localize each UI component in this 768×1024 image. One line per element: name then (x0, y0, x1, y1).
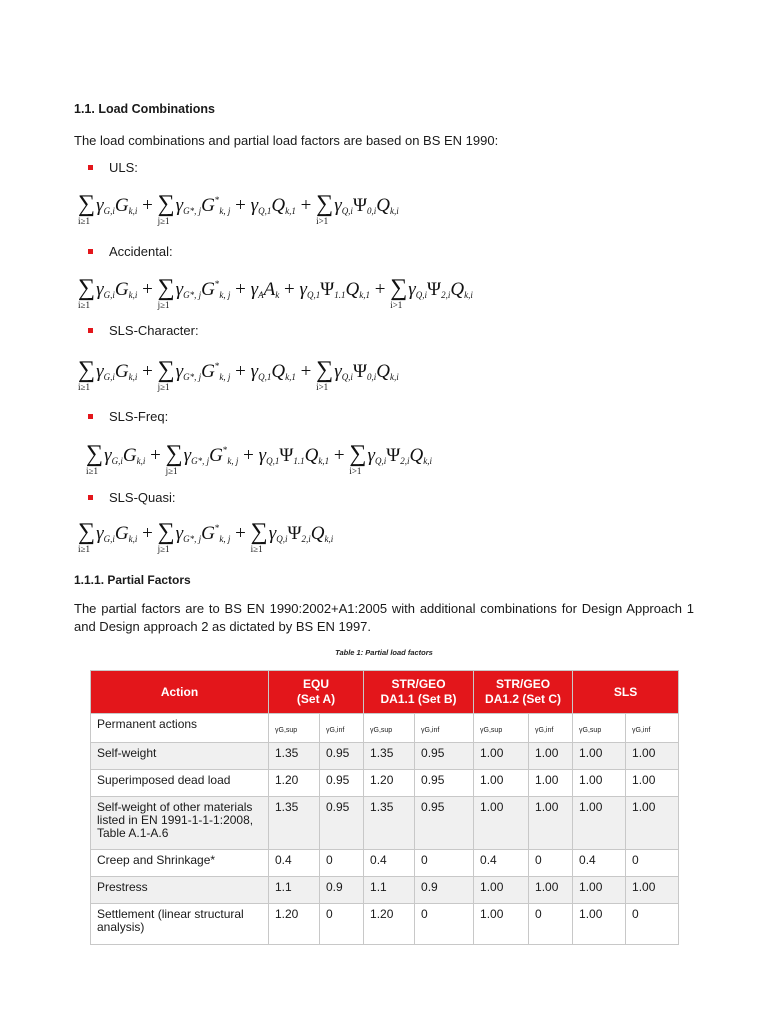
table-cell: 1.1 (269, 877, 320, 904)
subheader-cell: γG,inf (529, 714, 573, 743)
equation-sls-quasi: ∑ i≥1 $\gamma_{G,i}G_{k,i}$ + ∑ j≥1 $\gamma_{G*, j}G^*_{k, j}$ + ∑ i≥1 $\gamma_{Q,i}\Psi_{2,i}Q_{k,i}$ (78, 519, 334, 554)
table-cell: 0.4 (364, 850, 415, 877)
table-subheader-row (91, 714, 679, 743)
table-row (91, 904, 679, 945)
bullet-marker-icon (88, 414, 93, 419)
table-cell: 1.00 (573, 743, 626, 770)
table-cell: 0 (320, 850, 364, 877)
permanent-actions-label: Permanent actions (91, 714, 269, 743)
table-cell: 0.9 (415, 877, 474, 904)
partial-factors-paragraph: The partial factors are to BS EN 1990:2002+A1:2005 with additional combinations for Design Approach 1 and Design approach 2 as dictated by BS EN 1997. (74, 601, 694, 634)
header-str-geo-da11: STR/GEO DA1.1 (Set B) (364, 671, 474, 714)
row-label: Creep and Shrinkage* (91, 850, 269, 877)
bullet-label: ULS: (109, 160, 138, 175)
table-cell: 1.00 (474, 770, 529, 797)
row-label: Self-weight (91, 743, 269, 770)
bullet-accidental (88, 244, 173, 259)
table-cell: 0 (626, 850, 679, 877)
table-cell: 0.95 (415, 743, 474, 770)
subheader-cell: γG,sup (573, 714, 626, 743)
table-cell: 1.00 (626, 797, 679, 850)
intro-paragraph: The load combinations and partial load factors are based on BS EN 1990: (74, 133, 499, 148)
bullet-marker-icon (88, 165, 93, 170)
table-cell: 0.95 (320, 770, 364, 797)
table-cell: 0.4 (474, 850, 529, 877)
section-heading: 1.1. Load Combinations (74, 102, 215, 116)
table-cell: 1.20 (364, 904, 415, 945)
table-cell: 1.00 (474, 904, 529, 945)
table-cell: 0.9 (320, 877, 364, 904)
table-cell: 0 (626, 904, 679, 945)
table-cell: 1.00 (529, 797, 573, 850)
table-header-row (91, 671, 679, 714)
bullet-uls (88, 160, 138, 175)
table-cell: 1.00 (474, 877, 529, 904)
table-cell: 1.20 (364, 770, 415, 797)
subheader-cell: γG,inf (415, 714, 474, 743)
table-cell: 0 (415, 850, 474, 877)
row-label: Self-weight of other materials listed in EN 1991-1-1-1:2008, Table A.1-A.6 (91, 797, 269, 850)
row-label: Settlement (linear structural analysis) (91, 904, 269, 945)
table-cell: 1.00 (626, 770, 679, 797)
table-cell: 0.95 (320, 797, 364, 850)
bullet-label: Accidental: (109, 244, 173, 259)
table-caption: Table 1: Partial load factors (335, 648, 433, 657)
bullet-sls-quasi (88, 490, 175, 505)
table-cell: 0 (320, 904, 364, 945)
table-cell: 1.00 (573, 770, 626, 797)
table-cell: 0.4 (573, 850, 626, 877)
table-cell: 1.35 (364, 743, 415, 770)
subheader-cell: γG,inf (626, 714, 679, 743)
table-cell: 1.00 (529, 877, 573, 904)
bullet-label: SLS-Character: (109, 323, 199, 338)
subsection-heading: 1.1.1. Partial Factors (74, 573, 191, 587)
table-cell: 1.35 (269, 743, 320, 770)
table-cell: 0.95 (415, 770, 474, 797)
table-row (91, 877, 679, 904)
table-cell: 1.00 (626, 877, 679, 904)
bullet-label: SLS-Freq: (109, 409, 169, 424)
equation-sls-character: ∑ i≥1 $\gamma_{G,i}G_{k,i}$ + ∑ j≥1 $\gamma_{G*, j}G^*_{k, j} + \gamma_{Q,1}Q_{k,1}$ + ∑ i>1 $\gamma_{Q,i}\Psi_{0,i}Q_{k,i}$ (78, 357, 399, 392)
table-row (91, 770, 679, 797)
row-label: Prestress (91, 877, 269, 904)
header-action: Action (91, 671, 269, 714)
table-cell: 1.35 (269, 797, 320, 850)
table-cell: 0.95 (415, 797, 474, 850)
table-cell: 0 (529, 850, 573, 877)
bullet-marker-icon (88, 249, 93, 254)
table-cell: 1.00 (529, 770, 573, 797)
table-cell: 1.00 (474, 797, 529, 850)
subheader-cell: γG,sup (269, 714, 320, 743)
header-sls: SLS (573, 671, 679, 714)
table-cell: 1.00 (573, 797, 626, 850)
table-cell: 1.1 (364, 877, 415, 904)
table-cell: 0.4 (269, 850, 320, 877)
table-row (91, 850, 679, 877)
table-cell: 1.35 (364, 797, 415, 850)
table-cell: 1.00 (529, 743, 573, 770)
equation-uls: ∑ i≥1 $\gamma_{G,i}G_{k,i}$ + ∑ j≥1 $\gamma_{G*, j}G^*_{k, j} + \gamma_{Q,1}Q_{k,1}$ + ∑ i>1 $\gamma_{Q,i}\Psi_{0,i}Q_{k,i}$ (78, 191, 399, 226)
table-cell: 0 (415, 904, 474, 945)
partial-factors-table (90, 670, 679, 945)
header-equ: EQU (Set A) (269, 671, 364, 714)
table-cell: 1.00 (474, 743, 529, 770)
bullet-sls-character (88, 323, 199, 338)
table-row (91, 743, 679, 770)
row-label: Superimposed dead load (91, 770, 269, 797)
table-cell: 1.00 (626, 743, 679, 770)
equation-sls-freq: ∑ i≥1 $\gamma_{G,i}G_{k,i}$ + ∑ j≥1 $\gamma_{G*, j}G^*_{k, j} + \gamma_{Q,1}\Psi_{1.1}Q_{k,1}$ + ∑ i>1 $\gamma_{Q,i}\Psi_{2,i}Q_{k,i}$ (86, 441, 432, 476)
equation-accidental: ∑ i≥1 $\gamma_{G,i}G_{k,i}$ + ∑ j≥1 $\gamma_{G*, j}G^*_{k, j} + \gamma_AA_k + \gamma_{Q,1}\Psi_{1.1}Q_{k,1}$ + ∑ i>1 $\gamma_{Q,i}\Psi_{2,i}Q_{k,i}$ (78, 275, 473, 310)
header-str-geo-da12: STR/GEO DA1.2 (Set C) (474, 671, 573, 714)
table-cell: 1.20 (269, 904, 320, 945)
table-cell: 0 (529, 904, 573, 945)
table-cell: 1.00 (573, 904, 626, 945)
subheader-cell: γG,inf (320, 714, 364, 743)
table-cell: 1.00 (573, 877, 626, 904)
bullet-marker-icon (88, 495, 93, 500)
bullet-sls-freq (88, 409, 168, 424)
table-cell: 1.20 (269, 770, 320, 797)
bullet-label: SLS-Quasi: (109, 490, 176, 505)
bullet-marker-icon (88, 328, 93, 333)
subheader-cell: γG,sup (364, 714, 415, 743)
table-cell: 0.95 (320, 743, 364, 770)
subheader-cell: γG,sup (474, 714, 529, 743)
table-row (91, 797, 679, 850)
